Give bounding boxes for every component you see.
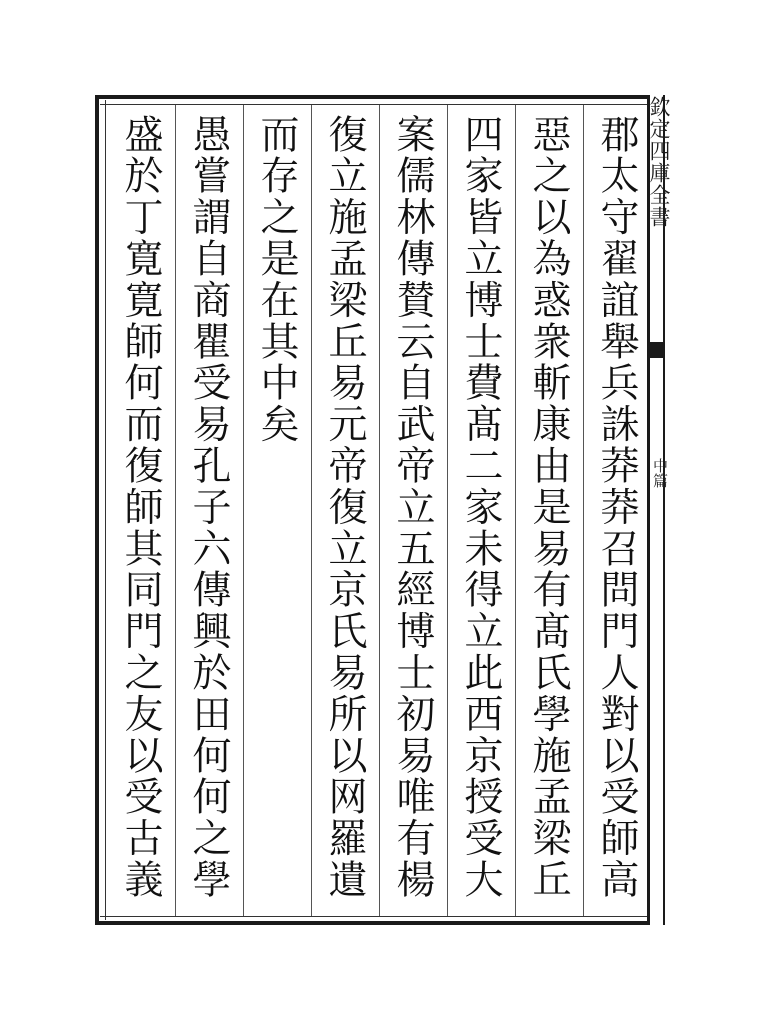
frame-inner-line-bottom [100,916,648,917]
column-divider [379,105,380,916]
column-divider [311,105,312,916]
text-column-5: 復立施孟梁丘易元帝復立京氏易所以网羅遺 [322,114,367,901]
frame-inner-line-left [105,100,106,920]
column-divider [243,105,244,916]
text-column-3: 四家皆立博士費髙二家未得立此西京授受大 [458,114,503,901]
spine-book-title: 欽定四庫全書 [647,96,671,228]
column-divider [515,105,516,916]
spine-section-label: 中篇 [651,458,669,488]
text-column-8: 盛於丁寛寛師何而復師其同門之友以受古義 [118,114,163,901]
column-divider [583,105,584,916]
fishtail-mark [648,342,664,358]
text-column-1: 郡太守翟誼舉兵誅莽莽召問門人對以受師高 [594,114,639,901]
text-column-2: 惡之以為惑衆斬康由是易有髙氏學施孟梁丘 [526,114,571,901]
text-column-7: 愚嘗謂自商瞿受易孔子六傳興於田何何之學 [186,114,231,901]
column-divider [175,105,176,916]
column-divider [447,105,448,916]
text-column-6: 而存之是在其中矣 [254,114,299,446]
frame-inner-line-top [100,104,648,105]
text-column-4: 案儒林傳賛云自武帝立五經博士初易唯有楊 [390,114,435,901]
